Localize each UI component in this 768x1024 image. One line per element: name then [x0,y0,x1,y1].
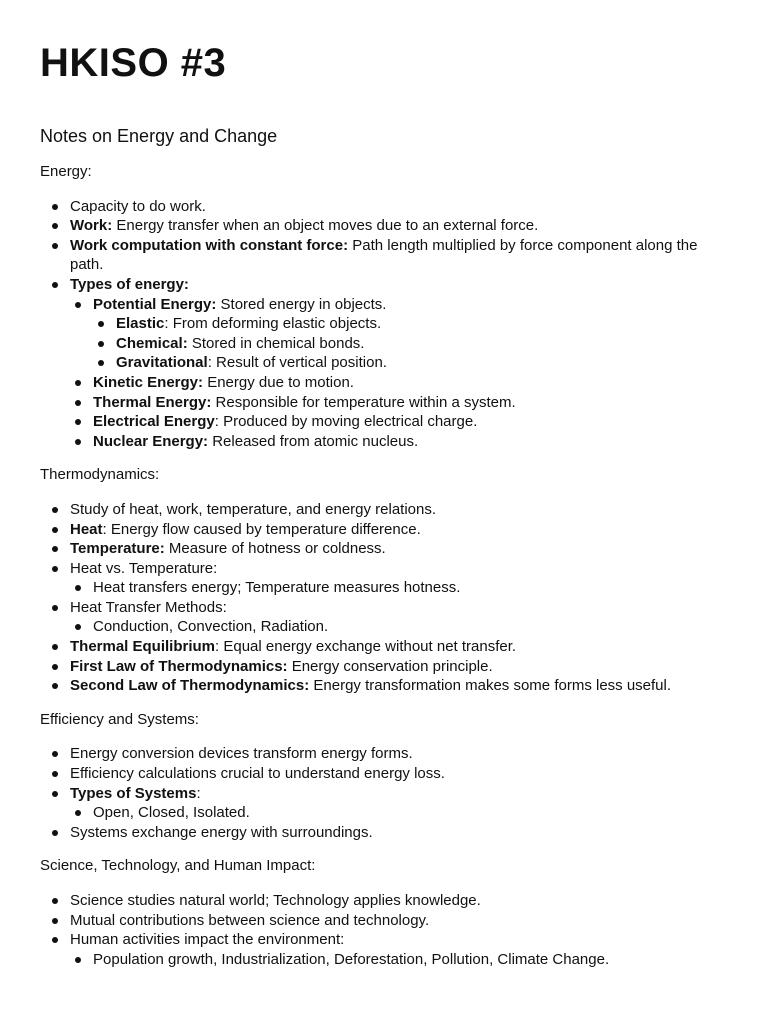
list-item: Chemical: Stored in chemical bonds. [93,334,728,354]
list-item: Temperature: Measure of hotness or coldness. [40,539,728,559]
list-item: Work: Energy transfer when an object moves due to an external force. [40,216,728,236]
list-item: Heat transfers energy; Temperature measures hotness. [70,578,728,598]
page-title: HKISO #3 [40,41,227,85]
potential-energy-list [93,314,728,373]
list-item: Nuclear Energy: Released from atomic nucleus. [70,432,728,452]
list-item: Potential Energy: Stored energy in objects. Elastic: From deforming elastic objects. Chemical: Stored in chemical bonds. Gravitational: Result of vertical position. [70,295,728,373]
list-item: Thermal Equilibrium: Equal energy exchange without net transfer. [40,637,728,657]
list-item: Kinetic Energy: Energy due to motion. [70,373,728,393]
thermodynamics-list [40,500,728,696]
list-item: Study of heat, work, temperature, and energy relations. [40,500,728,520]
list-item: Electrical Energy: Produced by moving electrical charge. [70,412,728,432]
list-item: Heat vs. Temperature: Heat transfers energy; Temperature measures hotness. [40,559,728,598]
section-heading-thermodynamics: Thermodynamics: [40,466,160,484]
list-item: Heat Transfer Methods: Conduction, Convection, Radiation. [40,598,728,637]
list-item: Gravitational: Result of vertical position. [93,353,728,373]
list-item: Heat: Energy flow caused by temperature difference. [40,520,728,540]
heat-vs-temperature-list [70,578,728,598]
energy-list [40,197,728,452]
list-item: Population growth, Industrialization, Deforestation, Pollution, Climate Change. [70,950,728,970]
section-heading-energy: Energy: [40,163,92,180]
list-item: Efficiency calculations crucial to understand energy loss. [40,764,728,784]
list-item: Types of energy: Potential Energy: Stored energy in objects. Elastic: From deforming elastic objects. Chemical: Stored in chemical bonds. Gravitational: Result of vertical position. Kinetic Energy: Energy due to motion. Thermal Energy: Responsible for temperature within a system. Electrical Energy: Produced by moving electrical charge. Nuclear Energy: Released from atomic nucleus. [40,275,728,451]
list-item: Energy conversion devices transform energy forms. [40,744,728,764]
section-heading-science: Science, Technology, and Human Impact: [40,857,316,875]
list-item: First Law of Thermodynamics: Energy conservation principle. [40,657,728,677]
system-types-list [70,803,728,823]
list-item: Mutual contributions between science and technology. [40,911,728,931]
human-impact-list [70,950,728,970]
section-heading-efficiency: Efficiency and Systems: [40,710,199,728]
efficiency-list [40,744,728,842]
list-item: Elastic: From deforming elastic objects. [93,314,728,334]
list-item: Human activities impact the environment: Population growth, Industrialization, Deforestation, Pollution, Climate Change. [40,930,728,969]
science-list [40,891,728,969]
energy-types-list [70,295,728,452]
list-item: Science studies natural world; Technology applies knowledge. [40,891,728,911]
list-item: Work computation with constant force: Path length multiplied by force component along the path. [40,236,728,275]
list-item: Open, Closed, Isolated. [70,803,728,823]
list-item: Systems exchange energy with surroundings. [40,823,728,843]
list-item: Capacity to do work. [40,197,728,217]
list-item: Types of Systems: Open, Closed, Isolated. [40,784,728,823]
list-item: Thermal Energy: Responsible for temperature within a system. [70,393,728,413]
list-item: Second Law of Thermodynamics: Energy transformation makes some forms less useful. [40,676,728,696]
page-subtitle: Notes on Energy and Change [40,126,278,146]
list-item: Conduction, Convection, Radiation. [70,617,728,637]
heat-transfer-methods-list [70,617,728,637]
